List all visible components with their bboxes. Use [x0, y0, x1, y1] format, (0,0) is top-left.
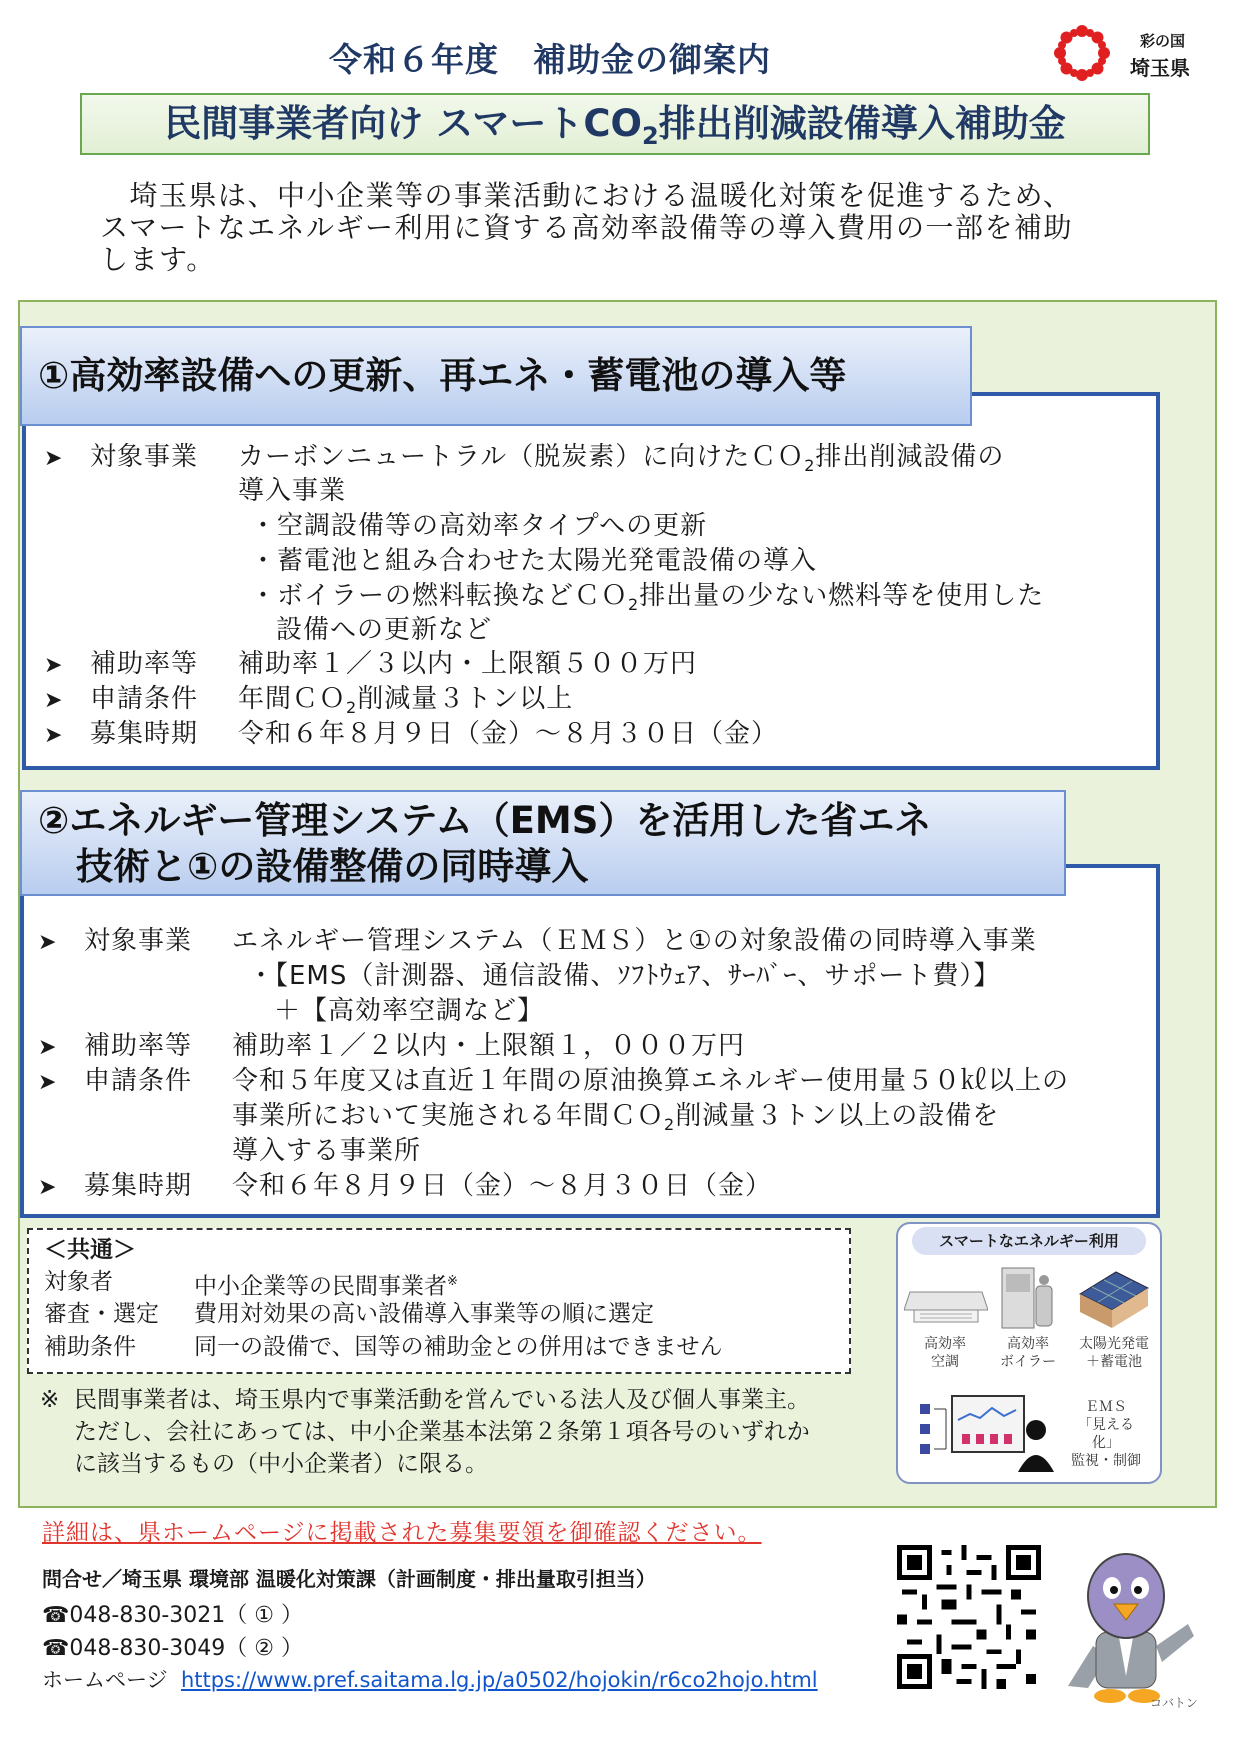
subscript: 2 [346, 698, 358, 717]
s1-label-period: 募集時期 [90, 719, 199, 749]
s2-target: エネルギー管理システム（ＥＭＳ）と①の対象設備の同時導入事業 [232, 926, 1037, 956]
s1-bullet2: ・蓄電池と組み合わせた太陽光発電設備の導入 [250, 546, 818, 576]
boiler-label-line: 高効率 [1007, 1336, 1049, 1352]
s1-rate: 補助率１／３以内・上限額５００万円 [238, 649, 698, 679]
subscript: 2 [664, 1115, 676, 1134]
boiler-icon [998, 1264, 1058, 1332]
solar-label-line: 太陽光発電 [1079, 1336, 1149, 1352]
common-value-condition: 同一の設備で、国等の補助金との併用はできません [194, 1334, 723, 1360]
intro-line: 埼玉県は、中小企業等の事業活動における温暖化対策を促進するため、 [100, 179, 1073, 212]
s1-target-part: 排出削減設備の [815, 442, 1005, 472]
main-title-subscript: 2 [642, 122, 659, 150]
ems-label [1058, 1398, 1154, 1470]
common-heading: ＜共通＞ [44, 1237, 136, 1263]
s1-label-target: 対象事業 [90, 442, 199, 472]
arrow-bullet-icon: ➤ [44, 653, 64, 678]
s2-cond-line1: 令和５年度又は直近１年間の原油換算エネルギー使用量５０㎘以上の [232, 1066, 1070, 1096]
s2-label-period: 募集時期 [84, 1171, 193, 1201]
air-conditioner-icon [904, 1270, 988, 1332]
footnote-text: 民間事業者は、埼玉県内で事業活動を営んでいる法人及び個人事業主。 [74, 1387, 810, 1413]
arrow-bullet-icon: ➤ [44, 446, 64, 471]
ems-label-line: 化」 [1092, 1435, 1120, 1451]
s1-cond [238, 684, 573, 723]
s1-target [238, 442, 1004, 481]
common-key-target: 対象者 [44, 1269, 113, 1295]
intro-line: します。 [100, 243, 216, 276]
main-title-part: 民間事業者向け スマートCO [164, 102, 643, 145]
main-title [80, 93, 1150, 155]
s1-bullet1: ・空調設備等の高効率タイプへの更新 [250, 511, 708, 541]
ac-label-line: 空調 [931, 1354, 959, 1370]
subscript: 2 [628, 595, 640, 614]
ac-label [910, 1335, 980, 1371]
kobaton-mascot-icon [1048, 1536, 1198, 1706]
solar-label [1068, 1335, 1160, 1371]
note-mark: ※ [447, 1274, 458, 1289]
mascot-name: コバトン [1150, 1696, 1198, 1710]
section1-heading: ①高効率設備への更新、再エネ・蓄電池の導入等 [20, 326, 972, 426]
s2-label-cond: 申請条件 [84, 1066, 193, 1096]
s2-cond-line3: 導入する事業所 [232, 1136, 422, 1166]
intro-paragraph [100, 180, 1160, 276]
s2-cond-part: 削減量３トン以上の設備を [675, 1101, 1000, 1131]
s1-target-line2: 導入事業 [238, 476, 347, 506]
arrow-bullet-icon: ➤ [38, 1035, 58, 1060]
solar-label-line: ＋蓄電池 [1086, 1354, 1142, 1370]
solar-panel-icon [1076, 1264, 1152, 1332]
qr-code-icon[interactable] [897, 1545, 1041, 1689]
logo-text-line2: 埼玉県 [1130, 56, 1190, 80]
s2-bullet2: ＋【高効率空調など】 [274, 996, 545, 1026]
footnote-line3: に該当するもの（中小企業者）に限る。 [74, 1451, 488, 1477]
ems-label-line: 監視・制御 [1071, 1453, 1141, 1469]
arrow-bullet-icon: ➤ [38, 1070, 58, 1095]
s2-cond-part: 事業所において実施される年間ＣＯ [232, 1101, 665, 1131]
common-key-condition: 補助条件 [44, 1334, 136, 1360]
section2-heading-line: 技術と①の設備整備の同時導入 [76, 845, 589, 888]
s2-label-rate: 補助率等 [84, 1031, 193, 1061]
s2-cond-line2 [232, 1101, 999, 1140]
boiler-label [988, 1335, 1068, 1371]
ems-monitor-icon [918, 1390, 1054, 1474]
footnote-line2: ただし、会社にあっては、中小企業基本法第２条第１項各号のいずれか [74, 1419, 810, 1445]
homepage-label: ホームページ [42, 1668, 168, 1692]
smart-energy-title: スマートなエネルギー利用 [912, 1227, 1146, 1255]
ac-label-line: 高効率 [924, 1336, 966, 1352]
s1-label-rate: 補助率等 [90, 649, 199, 679]
s2-rate: 補助率１／２以内・上限額１，０００万円 [232, 1031, 746, 1061]
subscript: 2 [804, 456, 816, 475]
arrow-bullet-icon: ➤ [38, 930, 58, 955]
common-value-text: 中小企業等の民間事業者 [194, 1273, 447, 1300]
intro-line: スマートなエネルギー利用に資する高効率設備等の導入費用の一部を補助 [100, 211, 1073, 244]
s1-label-cond: 申請条件 [90, 684, 199, 714]
boiler-label-line: ボイラー [1000, 1354, 1056, 1370]
footnote-line1 [40, 1384, 810, 1416]
s2-bullet1: ・【EMS（計測器、通信設備、ｿﾌﾄｳｪｱ、ｻｰﾊﾞｰ、サポート費）】 [248, 961, 1001, 991]
s1-bullet3-line2: 設備への更新など [276, 615, 493, 645]
ems-label-line: 「見える [1078, 1417, 1134, 1433]
section2-heading [20, 790, 1066, 896]
contact-office: 問合せ／埼玉県 環境部 温暖化対策課（計画制度・排出量取引担当） [42, 1567, 656, 1591]
s1-cond-part: 年間ＣＯ [238, 684, 347, 714]
arrow-bullet-icon: ➤ [44, 688, 64, 713]
s1-target-part: カーボンニュートラル（脱炭素）に向けたＣＯ [238, 442, 805, 472]
s2-label-target: 対象事業 [84, 926, 193, 956]
s1-bullet3-part: 排出量の少ない燃料等を使用した [639, 581, 1045, 611]
s1-bullet3-part: ・ボイラーの燃料転換などＣＯ [250, 581, 629, 611]
main-title-part: 排出削減設備導入補助金 [658, 102, 1066, 145]
ems-label-line: ＥＭＳ [1085, 1399, 1127, 1415]
details-notice: 詳細は、県ホームページに掲載された募集要領を御確認ください。 [42, 1520, 762, 1546]
s1-cond-part: 削減量３トン以上 [357, 684, 574, 714]
arrow-bullet-icon: ➤ [44, 723, 64, 748]
common-value-review: 費用対効果の高い設備導入事業等の順に選定 [194, 1301, 654, 1327]
page-header-title: 令和６年度 補助金の御案内 [329, 40, 771, 79]
footnote [40, 1384, 810, 1480]
s2-period: 令和６年８月９日（金）～８月３０日（金） [232, 1171, 773, 1201]
arrow-bullet-icon: ➤ [38, 1175, 58, 1200]
homepage-line [42, 1664, 818, 1694]
common-key-review: 審査・選定 [44, 1301, 159, 1327]
contact-phone-1[interactable]: ☎048-830-3021（ ① ） [42, 1603, 303, 1628]
section2-heading-line: ②エネルギー管理システム（EMS）を活用した省エネ [38, 799, 932, 842]
s1-period: 令和６年８月９日（金）～８月３０日（金） [238, 719, 779, 749]
homepage-link[interactable]: https://www.pref.saitama.lg.jp/a0502/hojokin/r6co2hojo.html [180, 1668, 818, 1692]
common-value-target [194, 1268, 458, 1301]
note-mark: ※ [40, 1387, 60, 1413]
contact-phone-2[interactable]: ☎048-830-3049（ ② ） [42, 1636, 303, 1661]
logo-text-line1: 彩の国 [1140, 32, 1186, 50]
